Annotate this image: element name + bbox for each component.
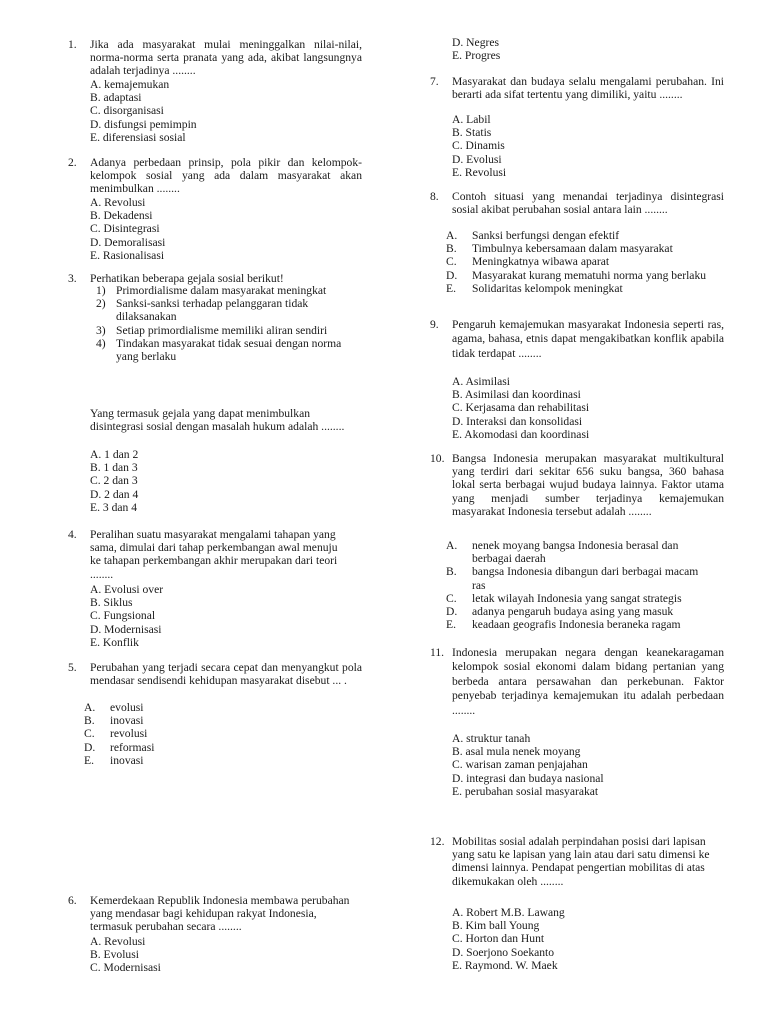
option-d[interactable] <box>446 269 724 282</box>
statement-text: Setiap primordialisme memiliki aliran sendiri <box>116 323 328 337</box>
option-a[interactable] <box>446 229 724 242</box>
options <box>90 78 362 144</box>
option-a[interactable]: A. Revolusi <box>90 935 146 948</box>
option-b[interactable]: B. adaptasi <box>90 91 142 105</box>
option-c[interactable]: C. Kerjasama dan rehabilitasi <box>452 401 590 415</box>
question-number: 1. <box>68 38 77 51</box>
statement-text: Primordialisme dalam masyarakat meningkat <box>116 284 327 297</box>
option-marker: D. <box>446 268 458 282</box>
statement-text: Tindakan masyarakat tidak sesuai dengan norma yang berlaku <box>116 336 342 364</box>
option-b[interactable]: B. Evolusi <box>90 948 139 962</box>
option-d[interactable]: D. Soerjono Soekanto <box>452 945 555 959</box>
option-marker: B. <box>446 565 457 579</box>
option-b[interactable] <box>446 242 724 255</box>
options <box>452 906 724 972</box>
question-stem: Perhatikan beberapa gejala sosial berikut! <box>90 272 284 285</box>
options <box>452 375 724 441</box>
question-number: 5. <box>68 661 77 674</box>
statement-marker: 2) <box>96 297 106 311</box>
option-c[interactable] <box>446 592 724 605</box>
option-d[interactable]: D. integrasi dan budaya nasional <box>452 771 604 785</box>
statement-item <box>90 284 348 297</box>
option-c[interactable]: C. Dinamis <box>452 139 505 153</box>
question-stem: Jika ada masyarakat mulai meninggalkan nilai-nilai, norma-norma serta pranata yang ada, akibat langsungnya adalah terjadinya ........ <box>90 38 362 78</box>
option-b[interactable] <box>446 565 724 591</box>
question-stem: Contoh situasi yang menandai terjadinya disintegrasi sosial akibat perubahan sosial antara lain ........ <box>452 190 724 217</box>
option-b[interactable]: B. Statis <box>452 126 492 140</box>
option-marker: C. <box>446 255 457 269</box>
option-a[interactable] <box>84 701 362 714</box>
option-d[interactable]: D. Modernisasi <box>90 622 162 636</box>
option-text: keadaan geografis Indonesia beraneka ragam <box>472 618 681 632</box>
question-stem: Bangsa Indonesia merupakan masyarakat multikultural yang terdiri dari sekitar 656 suku bangsa, 360 bahasa lokal serta berbagai wujud budaya lainnya. Faktor utama yang menjadi sumber terjadinya kemajemukan masyarakat Indonesia tersebut adalah ........ <box>452 452 724 518</box>
options <box>446 229 724 295</box>
statement-item <box>90 337 348 363</box>
option-text: adanya pengaruh budaya asing yang masuk <box>472 605 674 619</box>
option-c[interactable] <box>84 727 362 740</box>
statement-item <box>90 324 348 337</box>
option-b[interactable]: B. asal mula nenek moyang <box>452 745 581 759</box>
question-number: 11. <box>430 646 445 659</box>
option-marker: E. <box>446 281 456 295</box>
option-c[interactable]: C. Fungsional <box>90 609 156 623</box>
options <box>452 36 724 62</box>
option-d[interactable]: D. Interaksi dan konsolidasi <box>452 414 583 428</box>
question-number: 4. <box>68 528 77 541</box>
options <box>90 583 362 649</box>
option-marker: A. <box>446 229 458 242</box>
option-marker: E. <box>84 753 94 767</box>
question-stem: Kemerdekaan Republik Indonesia membawa perubahan yang mendasar bagi kehidupan rakyat Indonesia, termasuk perubahan secara ........ <box>90 894 350 934</box>
question-prompt: Yang termasuk gejala yang dapat menimbulkan disintegrasi sosial dengan masalah hukum adalah ........ <box>90 407 345 434</box>
option-e[interactable]: E. Konflik <box>90 635 139 649</box>
option-marker: C. <box>446 591 457 605</box>
option-marker: A. <box>446 539 458 552</box>
question-number: 12. <box>430 835 445 848</box>
option-b[interactable] <box>84 714 362 727</box>
option-text: inovasi <box>110 753 144 767</box>
option-c[interactable]: C. disorganisasi <box>90 104 164 118</box>
option-c[interactable]: C. Horton dan Hunt <box>452 932 545 946</box>
option-text: Solidaritas kelompok meningkat <box>472 281 623 295</box>
question-stem: Indonesia merupakan negara dengan keanekaragaman kelompok sosial ekonomi dalam bidang pertanian yang berbeda antara persawahan dan perkebunan. Faktor penyebab terjadinya kemajemukan itu adalah perbedaan ........ <box>452 646 724 717</box>
question-number: 10. <box>430 452 445 465</box>
option-text: evolusi <box>110 701 144 714</box>
option-c[interactable]: C. 2 dan 3 <box>90 474 138 488</box>
option-marker: E. <box>446 618 456 632</box>
question-stem: Peralihan suatu masyarakat mengalami tahapan yang sama, dimulai dari tahap perkembangan awal menuju ke tahapan perkembangan akhir merupakan dari teori ........ <box>90 528 338 581</box>
options <box>452 113 724 179</box>
option-e[interactable] <box>84 754 362 767</box>
option-c[interactable]: C. Modernisasi <box>90 961 161 975</box>
option-e[interactable]: E. diferensiasi sosial <box>90 130 186 144</box>
option-d[interactable]: D. 2 dan 4 <box>90 487 139 501</box>
option-b[interactable]: B. Dekadensi <box>90 209 153 223</box>
statement-text: Sanksi-sanksi terhadap pelanggaran tidak dilaksanakan <box>116 297 309 324</box>
option-b[interactable]: B. Asimilasi dan koordinasi <box>452 388 581 402</box>
option-a[interactable] <box>446 539 724 565</box>
statement-marker: 1) <box>96 284 106 297</box>
option-d[interactable]: D. Negres <box>452 36 500 49</box>
option-a[interactable]: A. struktur tanah <box>452 732 531 745</box>
question-number: 2. <box>68 156 77 169</box>
statement-item <box>90 297 348 323</box>
options <box>90 196 362 262</box>
statement-marker: 3) <box>96 323 106 337</box>
options <box>90 935 362 975</box>
option-a[interactable]: A. Revolusi <box>90 196 146 209</box>
question-number: 8. <box>430 190 439 203</box>
option-e[interactable]: E. perubahan sosial masyarakat <box>452 784 599 798</box>
option-text: nenek moyang bangsa Indonesia berasal dan berbagai daerah <box>472 539 679 566</box>
option-a[interactable]: A. Robert M.B. Lawang <box>452 906 565 919</box>
statement-list <box>90 284 348 363</box>
option-text: revolusi <box>110 727 148 741</box>
option-d[interactable] <box>446 605 724 618</box>
question-stem: Perubahan yang terjadi secara cepat dan menyangkut pola mendasar sendisendi kehidupan masyarakat disebut ... . <box>90 661 362 688</box>
option-marker: B. <box>446 242 457 256</box>
option-marker: A. <box>84 701 96 714</box>
options <box>84 701 362 767</box>
option-e[interactable] <box>446 282 724 295</box>
option-text: Sanksi berfungsi dengan efektif <box>472 229 620 242</box>
option-d[interactable]: D. disfungsi pemimpin <box>90 117 197 131</box>
question-number: 6. <box>68 894 77 907</box>
option-marker: D. <box>446 605 458 619</box>
option-e[interactable] <box>446 618 724 631</box>
question-stem: Mobilitas sosial adalah perpindahan posisi dari lapisan yang satu ke lapisan yang lain atau dari satu dimensi ke dimensi lainnya. Pendapat pengertian mobilitas di atas dikemukakan oleh ........ <box>452 835 710 888</box>
question-number: 7. <box>430 75 439 88</box>
option-c[interactable] <box>446 255 724 268</box>
option-text: Timbulnya kebersamaan dalam masyarakat <box>472 242 673 256</box>
option-e[interactable]: E. Rasionalisasi <box>90 248 165 262</box>
option-marker: B. <box>84 714 95 728</box>
question-stem: Masyarakat dan budaya selalu mengalami perubahan. Ini berarti ada sifat tertentu yang dimiliki, yaitu ........ <box>452 75 724 102</box>
option-d[interactable] <box>84 741 362 754</box>
option-c[interactable]: C. warisan zaman penjajahan <box>452 758 588 772</box>
option-b[interactable]: B. Siklus <box>90 596 133 610</box>
question-stem: Adanya perbedaan prinsip, pola pikir dan kelompok-kelompok sosial yang ada dalam masyarakat akan menimbulkan ........ <box>90 156 362 196</box>
option-text: reformasi <box>110 740 155 754</box>
option-marker: D. <box>84 740 96 754</box>
option-e[interactable]: E. Akomodasi dan koordinasi <box>452 427 590 441</box>
option-a[interactable]: A. Evolusi over <box>90 583 164 596</box>
option-text: bangsa Indonesia dibangun dari berbagai macam ras <box>472 565 699 592</box>
options <box>452 732 724 798</box>
option-a[interactable]: A. Asimilasi <box>452 375 510 388</box>
option-b[interactable]: B. Kim ball Young <box>452 919 540 933</box>
options <box>90 448 362 514</box>
option-e[interactable]: E. 3 dan 4 <box>90 500 138 514</box>
question-number: 9. <box>430 318 439 331</box>
option-a[interactable]: A. Labil <box>452 113 491 126</box>
option-d[interactable]: D. Evolusi <box>452 152 502 166</box>
option-d[interactable]: D. Demoralisasi <box>90 235 166 249</box>
option-e[interactable]: E. Progres <box>452 49 501 63</box>
option-a[interactable]: A. 1 dan 2 <box>90 448 139 461</box>
option-text: inovasi <box>110 714 144 728</box>
options <box>446 539 724 631</box>
option-text: letak wilayah Indonesia yang sangat strategis <box>472 591 682 605</box>
option-marker: C. <box>84 727 95 741</box>
option-text: Meningkatnya wibawa aparat <box>472 255 610 269</box>
option-b[interactable]: B. 1 dan 3 <box>90 461 138 475</box>
question-stem: Pengaruh kemajemukan masyarakat Indonesia seperti ras, agama, bahasa, etnis dapat mengakibatkan konflik apabila tidak terdapat ........ <box>452 318 724 360</box>
option-text: Masyarakat kurang mematuhi norma yang berlaku <box>472 268 707 282</box>
option-a[interactable]: A. kemajemukan <box>90 78 170 91</box>
option-c[interactable]: C. Disintegrasi <box>90 222 160 236</box>
question-number: 3. <box>68 272 77 285</box>
option-e[interactable]: E. Raymond. W. Maek <box>452 958 558 972</box>
statement-marker: 4) <box>96 336 106 350</box>
option-e[interactable]: E. Revolusi <box>452 165 507 179</box>
